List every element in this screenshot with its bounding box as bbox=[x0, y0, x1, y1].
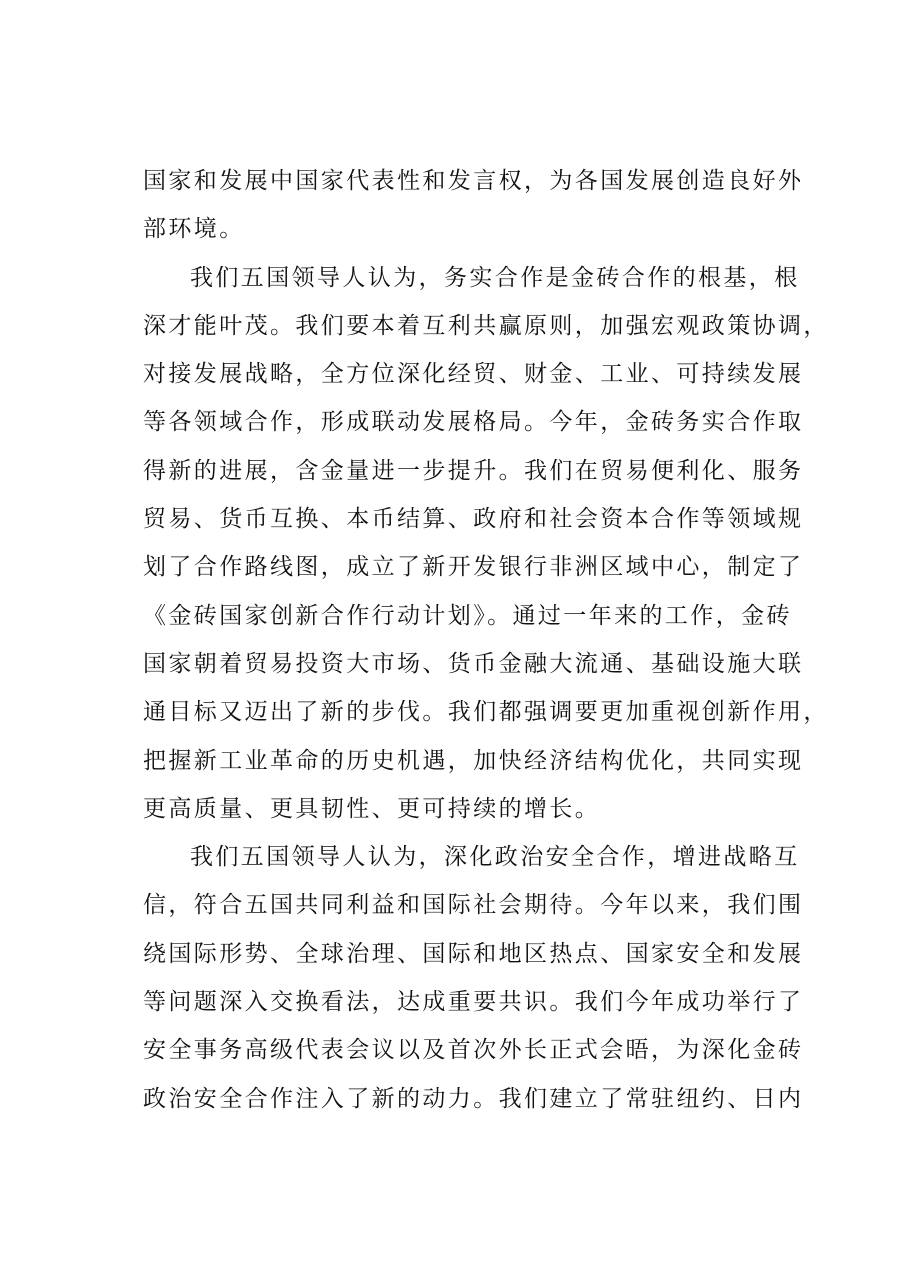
text-line: 我们五国领导人认为，务实合作是金砖合作的根基，根 bbox=[190, 264, 800, 291]
text-line: 更高质量、更具韧性、更可持续的增长。 bbox=[143, 795, 601, 822]
text-line: 得新的进展，含金量进一步提升。我们在贸易便利化、服务 bbox=[143, 457, 804, 484]
text-line: 国家朝着贸易投资大市场、货币金融大流通、基础设施大联 bbox=[143, 650, 804, 677]
text-line: 贸易、货币互换、本币结算、政府和社会资本合作等领域规 bbox=[143, 506, 804, 533]
paragraph-3 bbox=[143, 833, 804, 1123]
text-line: 政治安全合作注入了新的动力。我们建立了常驻纽约、日内 bbox=[143, 1085, 804, 1112]
text-line: 通目标又迈出了新的步伐。我们都强调要更加重视创新作用， bbox=[143, 699, 829, 726]
text-line: 把握新工业革命的历史机遇，加快经济结构优化，共同实现 bbox=[143, 747, 804, 774]
text-line: 对接发展战略，全方位深化经贸、财金、工业、可持续发展 bbox=[143, 361, 804, 388]
text-line: 信，符合五国共同利益和国际社会期待。今年以来，我们围 bbox=[143, 892, 804, 919]
text-line: 深才能叶茂。我们要本着互利共赢原则，加强宏观政策协调， bbox=[143, 312, 829, 339]
text-line: 绕国际形势、全球治理、国际和地区热点、国家安全和发展 bbox=[143, 940, 804, 967]
text-line: 我们五国领导人认为，深化政治安全合作，增进战略互 bbox=[190, 844, 800, 871]
text-line: 《金砖国家创新合作行动计划》。通过一年来的工作，金砖 bbox=[143, 602, 792, 629]
text-line: 等各领域合作，形成联动发展格局。今年，金砖务实合作取 bbox=[143, 409, 804, 436]
document-body bbox=[143, 157, 829, 1123]
text-line: 国家和发展中国家代表性和发言权，为各国发展创造良好外 bbox=[143, 168, 804, 194]
text-line: 安全事务高级代表会议以及首次外长正式会晤，为深化金砖 bbox=[143, 1037, 804, 1064]
paragraph-1 bbox=[143, 157, 804, 254]
text-line: 部环境。 bbox=[143, 216, 245, 243]
text-line: 划了合作路线图，成立了新开发银行非洲区域中心，制定了 bbox=[143, 554, 804, 581]
paragraph-2 bbox=[143, 254, 829, 834]
text-line: 等问题深入交换看法，达成重要共识。我们今年成功举行了 bbox=[143, 989, 804, 1016]
